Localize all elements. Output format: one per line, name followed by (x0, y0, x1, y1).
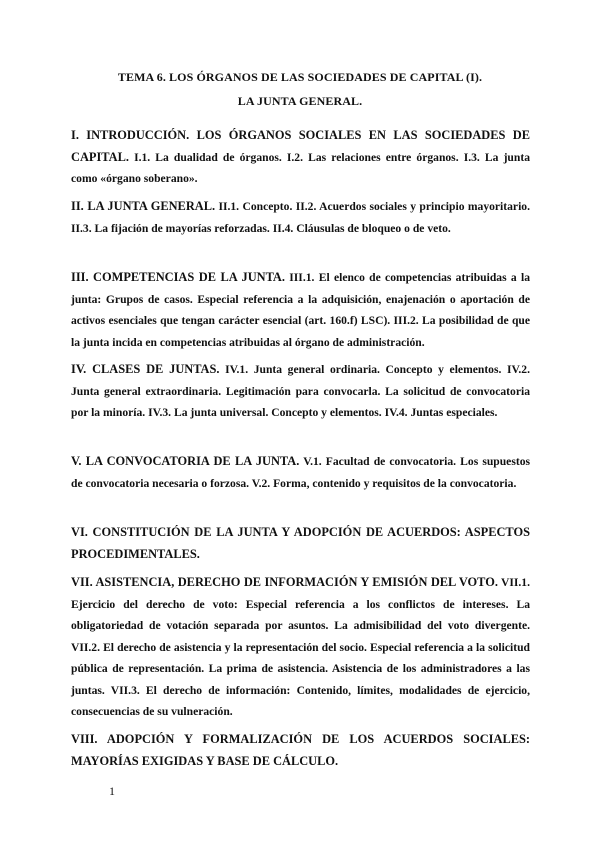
section-heading: V. LA CONVOCATORIA DE LA JUNTA. (71, 454, 300, 468)
section-heading: VI. CONSTITUCIÓN DE LA JUNTA Y ADOPCIÓN DE ACUERDOS: ASPECTOS PROCEDIMENTALES. (71, 525, 530, 561)
section-body: V.1. Facultad de convocatoria. Los supuestos de convocatoria necesaria o forzosa. V.2. Forma, contenido y requisitos de la convocatoria. (71, 455, 530, 490)
section-heading: IV. CLASES DE JUNTAS. (71, 362, 220, 376)
section-body: IV.1. Junta general ordinaria. Concepto y elementos. IV.2. Junta general extraordinaria. Legitimación para convocarla. La solicitud de convocatoria por la minoría. IV.3. La junta universal. Concepto y elementos. IV.4. Juntas especiales. (71, 363, 530, 419)
section-body: I.1. La dualidad de órganos. I.2. Las relaciones entre órganos. I.3. La junta como «órgano soberano». (71, 150, 530, 185)
section-body: VII.1. Ejercicio del derecho de voto: Especial referencia a los conflictos de intereses. La obligatoriedad de votación separada por asuntos. La admisibilidad del voto divergente. VII.2. El derecho de asistencia y la representación del socio. Especial referencia a la solicitud pública de representación. La prima de asistencia. Asistencia de los administradores a las juntas. VII.3. El derecho de información: Contenido, límites, modalidades de ejercicio, consecuencias de su vulneración. (71, 576, 530, 718)
section-3 (71, 267, 530, 353)
section-2 (71, 196, 530, 239)
section-5 (71, 451, 530, 494)
section-heading: VII. ASISTENCIA, DERECHO DE INFORMACIÓN Y EMISIÓN DEL VOTO. (71, 575, 498, 589)
section-8 (71, 729, 530, 772)
section-heading: II. LA JUNTA GENERAL. (71, 199, 216, 213)
section-heading: VIII. ADOPCIÓN Y FORMALIZACIÓN DE LOS ACUERDOS SOCIALES: MAYORÍAS EXIGIDAS Y BASE DE CÁLCULO. (71, 732, 530, 768)
section-heading: III. COMPETENCIAS DE LA JUNTA. (71, 270, 285, 284)
section-6 (71, 522, 530, 565)
section-body: II.1. Concepto. II.2. Acuerdos sociales y principio mayoritario. II.3. La fijación de mayorías reforzadas. II.4. Cláusulas de bloqueo o de veto. (71, 200, 530, 235)
section-7 (71, 572, 530, 723)
section-1 (71, 125, 530, 190)
document-subtitle: LA JUNTA GENERAL. (237, 94, 363, 108)
section-4 (71, 359, 530, 424)
section-body: III.1. El elenco de competencias atribuidas a la junta: Grupos de casos. Especial referencia a la adquisición, enajenación o aportación de activos esenciales que tengan carácter esencial (art. 160.f) LSC). III.2. La posibilidad de que la junta incida en competencias atribuidas al órgano de administración. (71, 271, 530, 349)
section-heading: I. INTRODUCCIÓN. LOS ÓRGANOS SOCIALES EN LAS SOCIEDADES DE CAPITAL. (71, 128, 530, 164)
page-number: 1 (109, 784, 115, 798)
document-title: TEMA 6. LOS ÓRGANOS DE LAS SOCIEDADES DE CAPITAL (I). (117, 70, 483, 84)
